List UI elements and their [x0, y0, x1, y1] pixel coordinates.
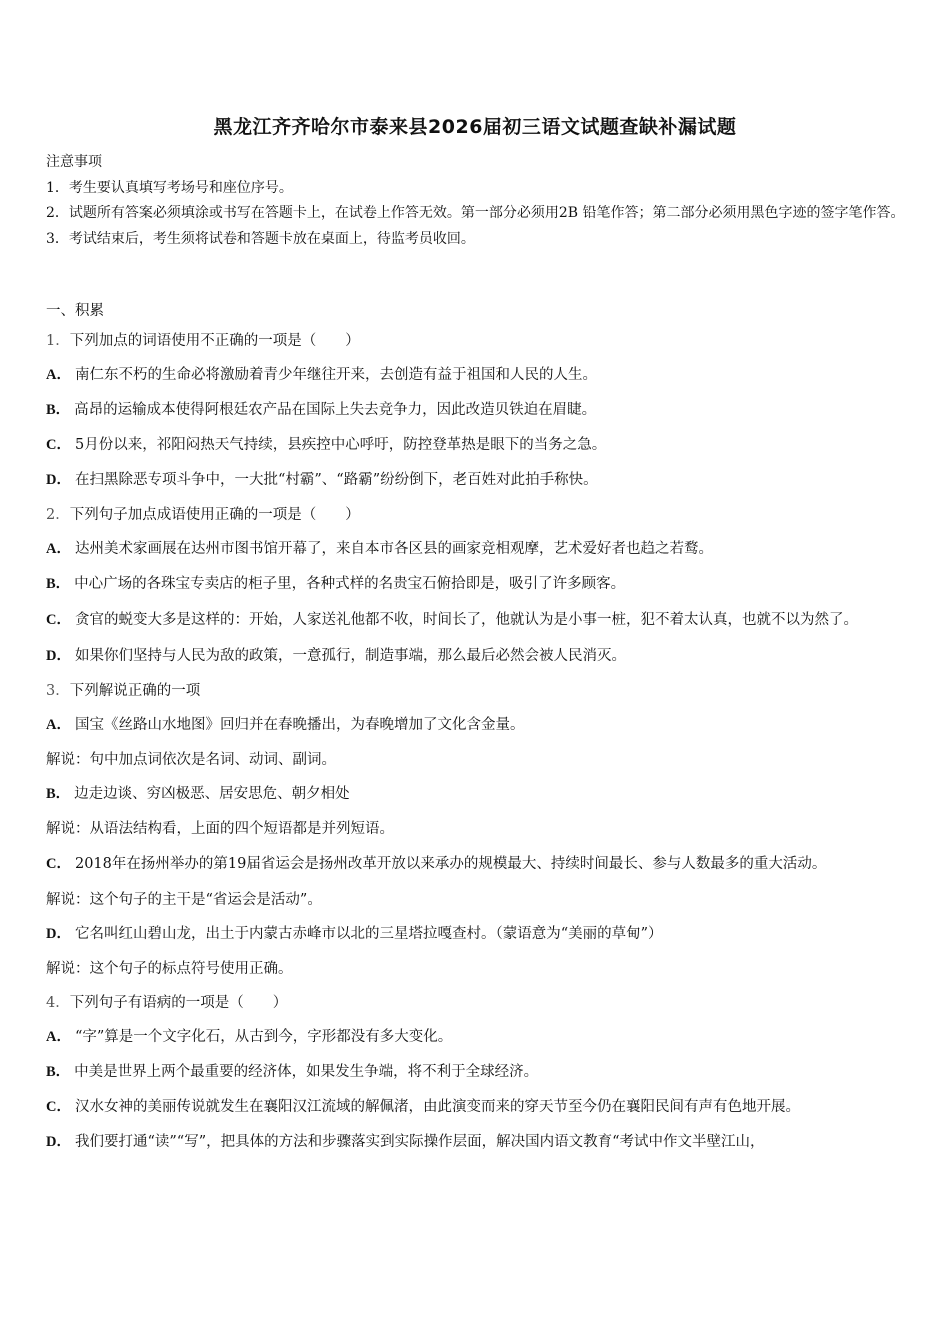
option-text: 5月份以来，祁阳闷热天气持续，县疾控中心呼吁，防控登革热是眼下的当务之急。: [74, 437, 607, 453]
question-stem: 下列句子加点成语使用正确的一项是（ ）: [69, 507, 360, 523]
option-text: 它名叫红山碧山龙，出土于内蒙古赤峰市以北的三星塔拉嘎查村。（蒙语意为“美丽的草甸”）: [74, 926, 663, 942]
option-letter: D．: [46, 1134, 71, 1150]
option-explanation: 解说：这个句子的主干是“省运会是活动”。: [46, 892, 322, 908]
option-a: [46, 1020, 908, 1055]
question-number: 2．: [46, 507, 70, 523]
option-letter: B．: [46, 786, 71, 802]
option-c: [46, 846, 908, 883]
question-1: [46, 324, 908, 358]
question-stem: 下列句子有语病的一项是（ ）: [69, 995, 288, 1011]
notice-item: 2．试题所有答案必须填涂或书写在答题卡上，在试卷上作答无效。第一部分必须用2B 铅笔作答；第二部分必须用黑色字迹的签字笔作答。: [46, 205, 905, 221]
option-letter: D．: [46, 472, 71, 488]
option-explanation: 解说：从语法结构看，上面的四个短语都是并列短语。: [46, 821, 394, 837]
option-letter: C．: [46, 856, 71, 872]
option-text: 中美是世界上两个最重要的经济体，如果发生争端，将不利于全球经济。: [74, 1064, 539, 1080]
option-letter: B．: [46, 576, 71, 592]
question-stem: 下列解说正确的一项: [69, 683, 201, 699]
option-text: 南仁东不朽的生命必将激励着青少年继往开来，去创造有益于祖国和人民的人生。: [74, 367, 597, 383]
question-stem: 下列加点的词语使用不正确的一项是（ ）: [69, 333, 360, 349]
option-letter: A．: [46, 367, 71, 383]
option-letter: C．: [46, 612, 71, 628]
option-b: [46, 1055, 908, 1090]
question-4: [46, 986, 908, 1020]
option-text: “字”算是一个文字化石，从古到今，字形都没有多大变化。: [74, 1029, 453, 1045]
option-text: 国宝《丝路山水地图》回归并在春晚播出，为春晚增加了文化含金量。: [74, 717, 525, 733]
notice-item: 3．考试结束后，考生须将试卷和答题卡放在桌面上，待监考员收回。: [46, 230, 475, 247]
option-b: [46, 567, 908, 602]
option-text: 2018年在扬州举办的第19届省运会是扬州改革开放以来承办的规模最大、持续时间最长、参与人数最多的重大活动。: [74, 856, 827, 872]
option-text: 汉水女神的美丽传说就发生在襄阳汉江流域的解佩渚，由此演变而来的穿天节至今仍在襄阳民间有声有色地开展。: [74, 1099, 800, 1115]
option-letter: B．: [46, 1064, 71, 1080]
option-d: [46, 639, 908, 674]
option-text: 贪官的蜕变大多是这样的：开始，人家送礼他都不收，时间长了，他就认为是小事一桩，犯不着太认真，也就不以为然了。: [74, 612, 858, 628]
option-letter: B．: [46, 402, 71, 418]
option-text: 如果你们坚持与人民为敌的政策，一意孤行，制造事端，那么最后必然会被人民消灭。: [74, 648, 626, 664]
option-a: [46, 708, 908, 743]
option-a: [46, 532, 908, 567]
option-text: 边走边谈、穷凶极恶、居安思危、朝夕相处: [74, 786, 350, 802]
question-number: 3．: [46, 683, 70, 699]
option-c: [46, 602, 908, 639]
notice-item: 1．考生要认真填写考场号和座位序号。: [46, 179, 293, 196]
option-letter: C．: [46, 437, 71, 453]
option-letter: A．: [46, 541, 71, 557]
option-a: [46, 358, 908, 393]
notice-block: [46, 150, 908, 252]
question-number: 1．: [46, 333, 70, 349]
section-accumulation: [46, 300, 908, 1160]
option-letter: A．: [46, 1029, 71, 1045]
option-letter: C．: [46, 1099, 71, 1115]
option-d: [46, 463, 908, 498]
option-b: [46, 393, 908, 428]
option-c: [46, 1090, 908, 1125]
option-text: 高昂的运输成本使得阿根廷农产品在国际上失去竞争力，因此改造贝铁迫在眉睫。: [74, 402, 597, 418]
option-explanation: 解说：这个句子的标点符号使用正确。: [46, 961, 293, 977]
option-letter: D．: [46, 926, 71, 942]
option-letter: A．: [46, 717, 71, 733]
option-explanation: 解说：句中加点词依次是名词、动词、副词。: [46, 752, 336, 768]
option-text: 在扫黑除恶专项斗争中，一大批“村霸”、“路霸”纷纷倒下，老百姓对此拍手称快。: [74, 472, 598, 488]
option-letter: D．: [46, 648, 71, 664]
option-text: 中心广场的各珠宝专卖店的柜子里，各种式样的名贵宝石俯拾即是，吸引了许多顾客。: [74, 576, 626, 592]
page-title: 黑龙江齐齐哈尔市泰来县2026届初三语文试题查缺补漏试题: [213, 116, 737, 138]
option-text: 我们要打通“读”“写”，把具体的方法和步骤落实到实际操作层面，解决国内语文教育“考试中作文半壁江山，: [74, 1134, 765, 1150]
question-number: 4．: [46, 995, 70, 1011]
option-d: [46, 1125, 908, 1160]
question-2: [46, 498, 908, 532]
option-d: [46, 917, 908, 952]
option-b: [46, 777, 908, 812]
notice-heading: 注意事项: [46, 154, 102, 170]
question-3: [46, 674, 908, 708]
option-c: [46, 428, 908, 463]
option-text: 达州美术家画展在达州市图书馆开幕了，来自本市各区县的画家竞相观摩，艺术爱好者也趋之若鹜。: [74, 541, 713, 557]
section-heading: 一、积累: [46, 303, 104, 319]
